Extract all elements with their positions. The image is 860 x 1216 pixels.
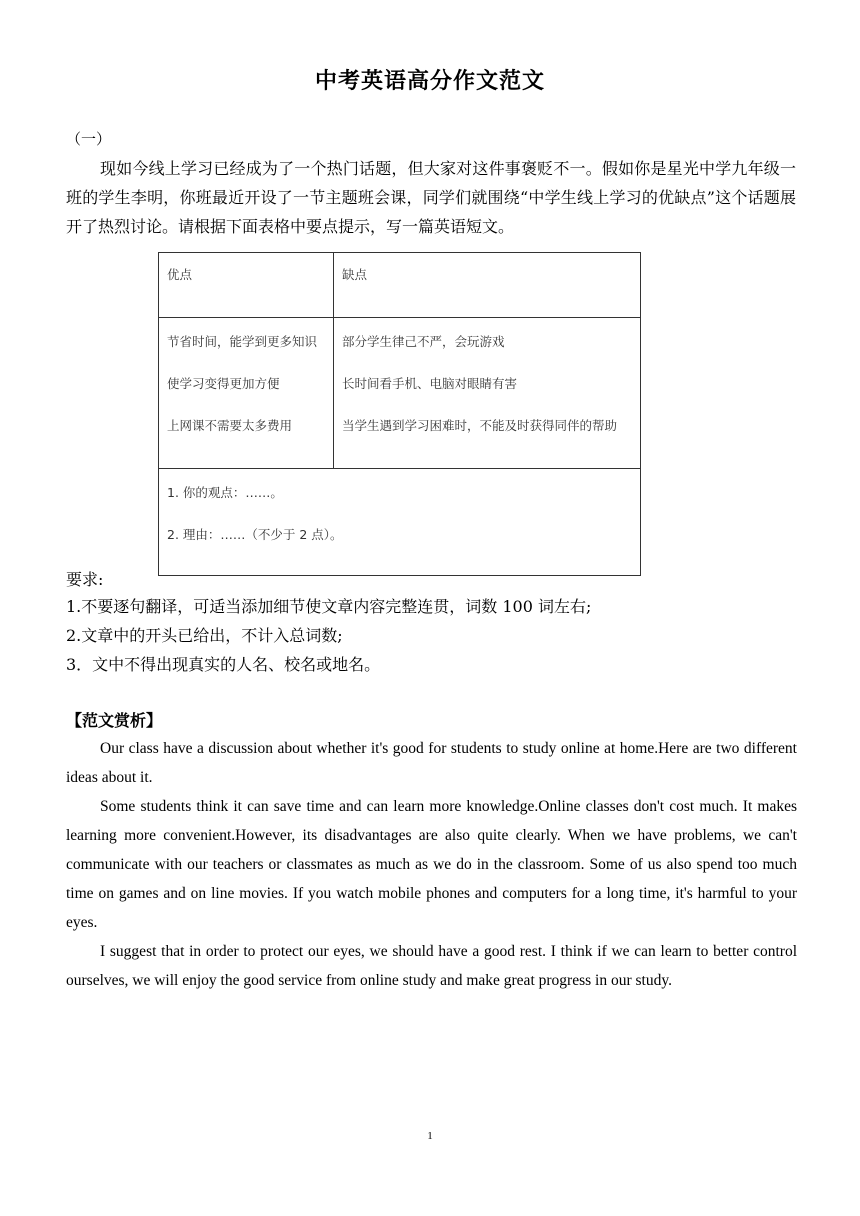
header-disadvantages: 缺点	[334, 253, 641, 318]
essay-paragraph: Some students think it can save time and can learn more knowledge.Online classes don't cost much. It makes learning more convenient.However, its disadvantages are also quite clearly. When we have problems, we can't communicate with our teachers or classmates as much as we do in the classroom. Some of us also spend too much time on games and on line movies. If you watch mobile phones and computers for a long time, it's harmful to your eyes.	[66, 798, 797, 931]
requirement-item: 3．文中不得出现真实的人名、校名或地名。	[66, 655, 381, 674]
sample-heading: 【范文赏析】	[66, 711, 163, 730]
footer-reasons: 2. 理由：……（不少于 2 点）。	[167, 527, 343, 542]
advantages-cell	[159, 318, 334, 469]
essay-paragraph: Our class have a discussion about whether it's good for students to study online at home.Here are two different ideas about it.	[66, 740, 797, 786]
requirement-item: 2.文章中的开头已给出，不计入总词数;	[66, 626, 343, 645]
disadvantage-item: 部分学生律己不严，会玩游戏	[342, 334, 505, 349]
requirement-item: 1.不要逐句翻译，可适当添加细节使文章内容完整连贯，词数 100 词左右;	[66, 597, 592, 616]
advantage-item: 节省时间，能学到更多知识	[167, 334, 318, 349]
disadvantages-cell	[334, 318, 641, 469]
page-number: 1	[427, 1130, 433, 1142]
page-title: 中考英语高分作文范文	[314, 69, 545, 94]
sample-essay	[66, 734, 797, 995]
key-points-table	[158, 252, 640, 540]
task-intro: 现如今线上学习已经成为了一个热门话题，但大家对这件事褒贬不一。假如你是星光中学九年级一班的学生李明，你班最近开设了一节主题班会课，同学们就围绕“中学生线上学习的优缺点”这个话题展开了热烈讨论。请根据下面表格中要点提示，写一篇英语短文。	[66, 159, 796, 236]
section-label: （一）	[66, 130, 112, 148]
essay-paragraph: I suggest that in order to protect our eyes, we should have a good rest. I think if we can learn to better control ourselves, we will enjoy the good service from online study and make great progress in our study.	[66, 943, 797, 989]
disadvantage-item: 长时间看手机、电脑对眼睛有害	[342, 376, 518, 391]
footer-opinion: 1. 你的观点：……。	[167, 485, 283, 500]
advantage-item: 上网课不需要太多费用	[167, 418, 293, 433]
table-footer	[159, 469, 641, 576]
requirements-list	[66, 592, 806, 679]
requirements-label: 要求:	[66, 570, 104, 589]
header-advantages: 优点	[159, 253, 334, 318]
disadvantage-item: 当学生遇到学习困难时，不能及时获得同伴的帮助	[342, 418, 618, 433]
advantage-item: 使学习变得更加方便	[167, 376, 280, 391]
